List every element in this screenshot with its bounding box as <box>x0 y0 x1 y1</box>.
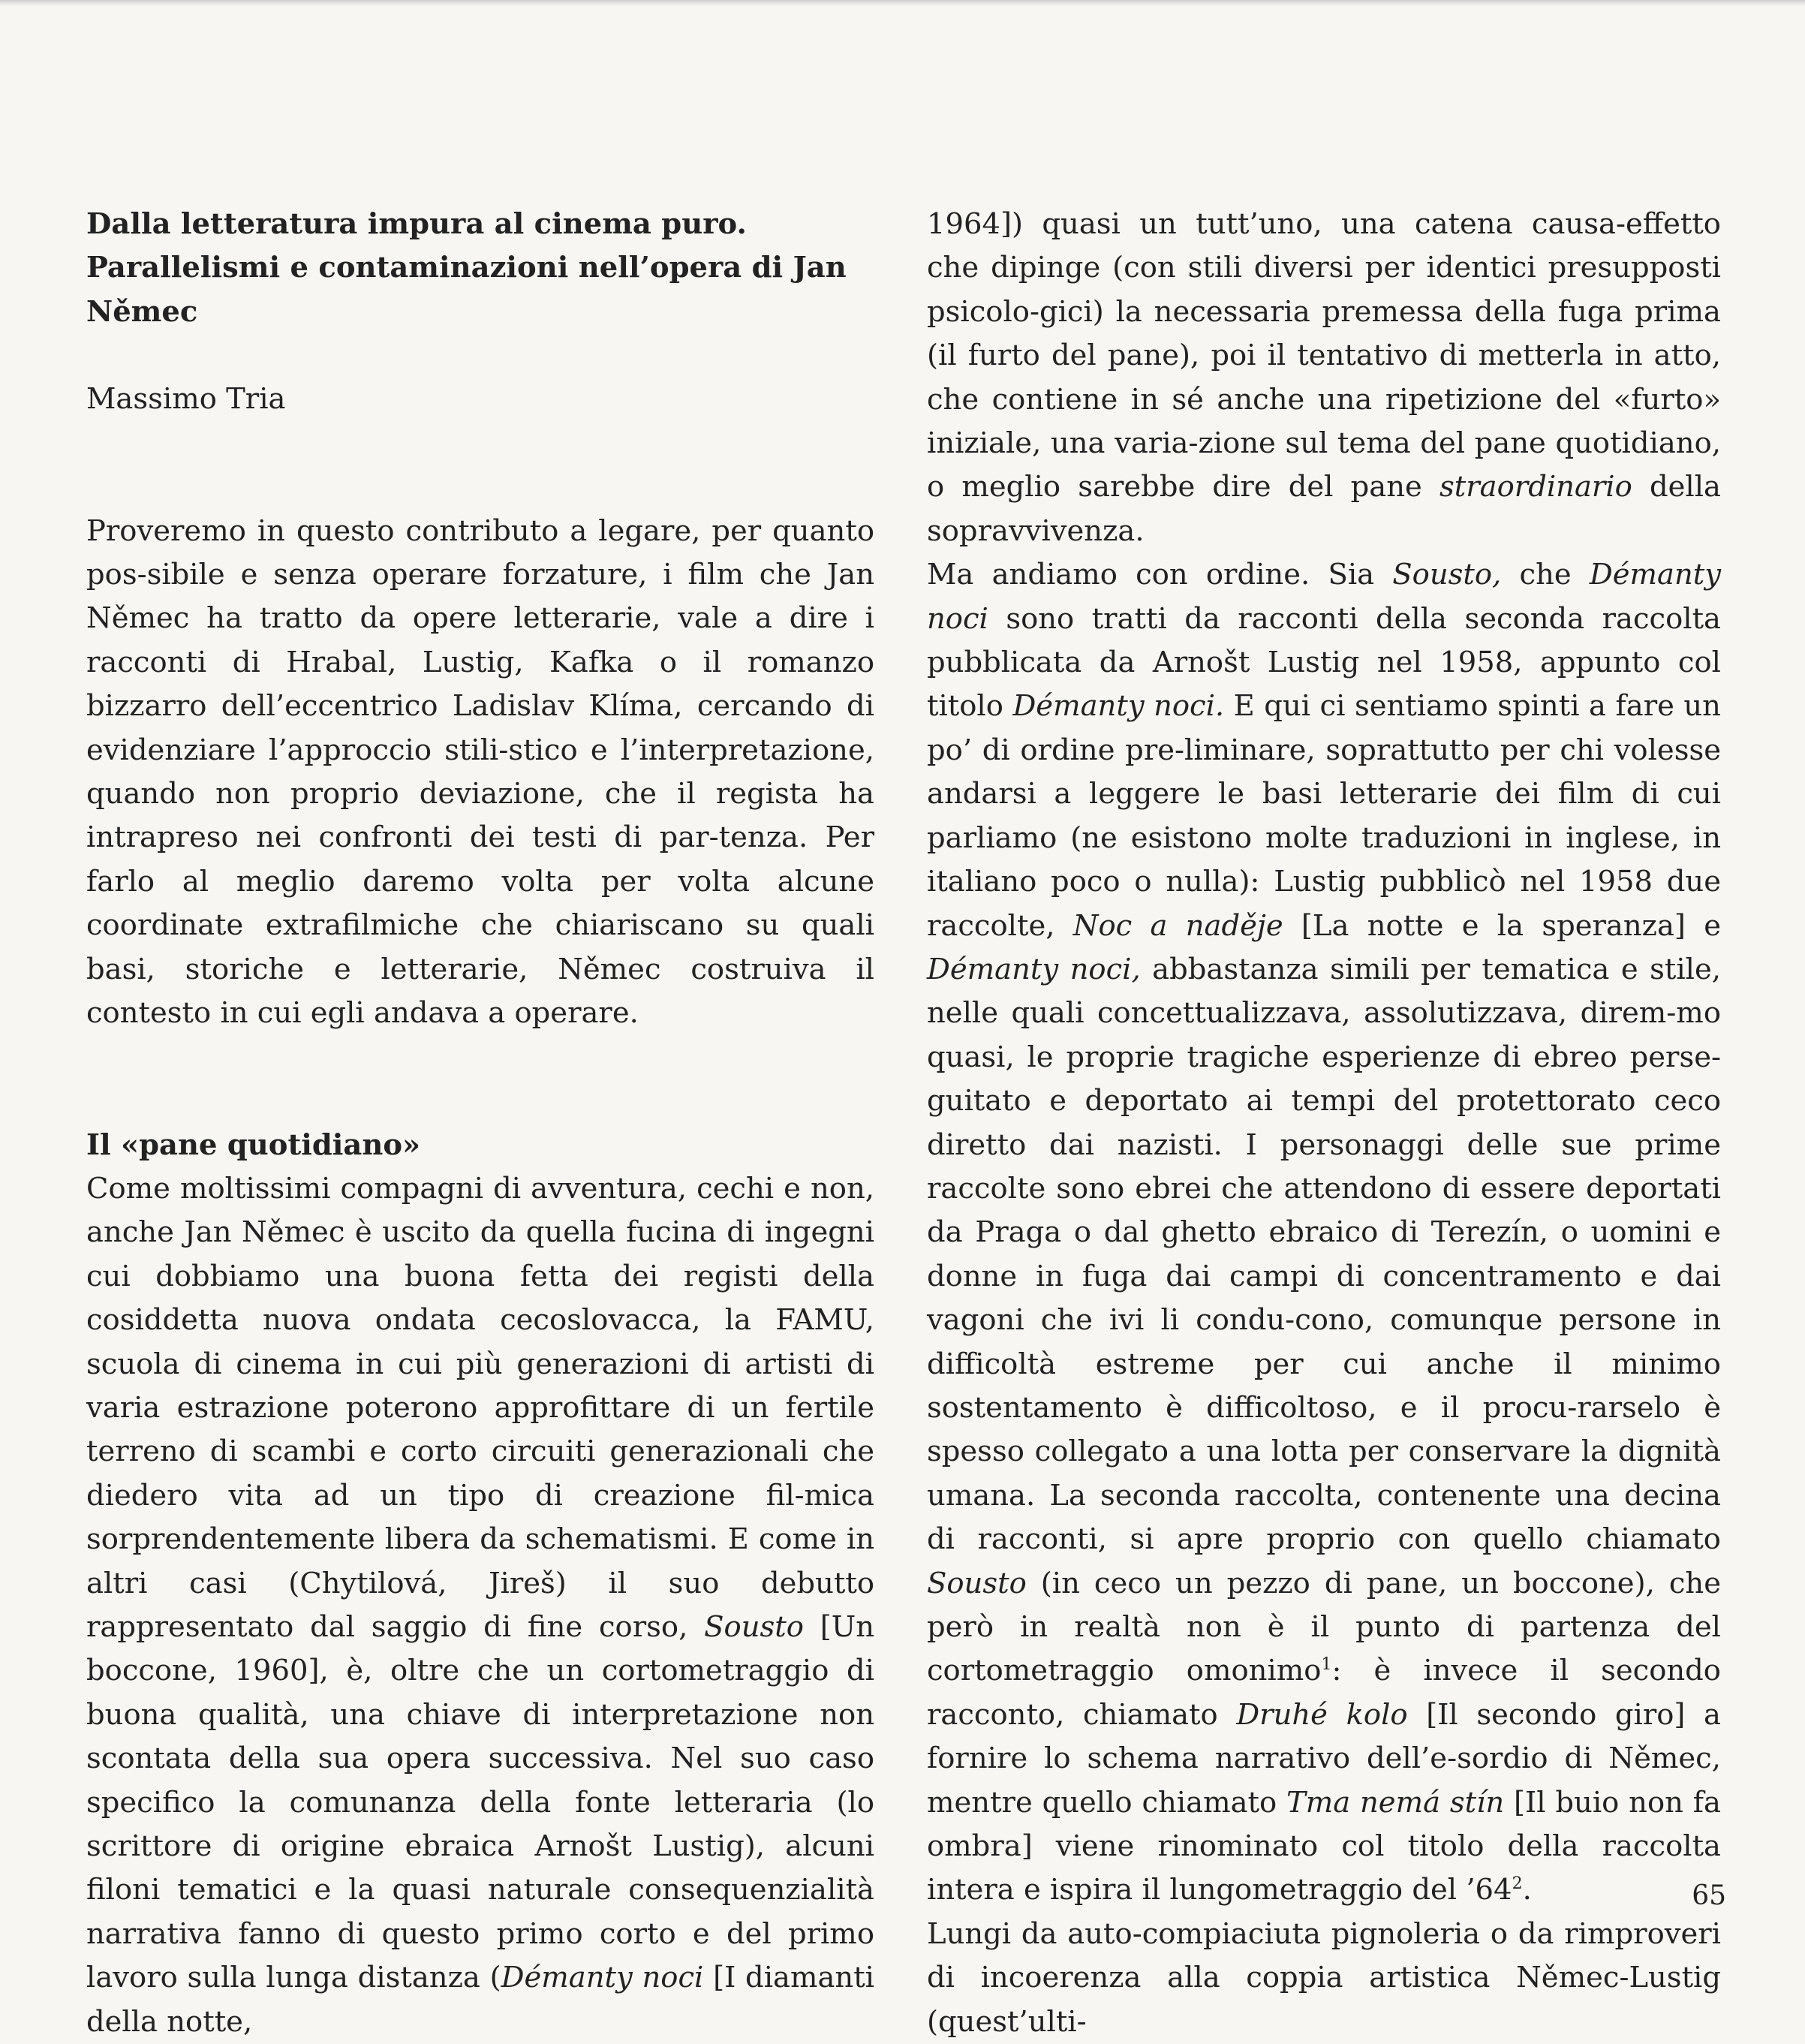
film-title-italic: Sousto <box>704 1609 804 1644</box>
text-run: [Il buio non fa ombra] viene rinominato col titolo della raccolta intera e ispira il lungometraggio del ’64 <box>927 1785 1721 1907</box>
text-run: [I diamanti della notte, <box>86 1961 874 2039</box>
intro-paragraph: Proveremo in questo contributo a legare, per quanto pos-sibile e senza operare forzature, i film che Jan Němec ha tratto da opere letterarie, vale a dire i racconti di Hrabal, Lustig, Kafka o il romanzo bizzarro dell’eccentrico Ladislav Klíma, cercando di evidenziare l’approccio stili-stico e l’interpretazione, quando non proprio deviazione, che il regista ha intrapreso nei confronti dei testi di par-tenza. Per farlo al meglio daremo volta per volta alcune coordinate extrafilmiche che chiariscano su quali basi, storiche e letterarie, Němec costruiva il contesto in cui egli andava a operare. <box>86 513 874 1031</box>
text-run: Come moltissimi compagni di avventura, cechi e non, anche Jan Němec è uscito da quella fucina di ingegni cui dobbiamo una buona fetta dei registi della cosiddetta nuova ondata cecoslovacca, la FAMU, scuola di cinema in cui più generazioni di artisti di varia estrazione poterono approfittare di un fertile terreno di scambi e corto circuiti generazionali che diedero vita ad un tipo di creazione fil-mica sorprendentemente libera da schematismi. E come in altri casi (Chytilová, Jireš) il suo debutto rappresentato dal saggio di fine corso, <box>86 1171 874 1644</box>
footnote-ref-1[interactable]: 1 <box>1321 1655 1332 1675</box>
page-top-edge <box>0 0 1805 6</box>
left-column <box>86 203 874 2044</box>
story-title-italic: Druhé kolo <box>1236 1697 1408 1732</box>
page-number: 65 <box>1692 1880 1726 1911</box>
text-run: : è invece il secondo racconto, chiamato <box>927 1654 1721 1732</box>
body-paragraph <box>927 553 1721 1913</box>
text-run: [Il secondo giro] a fornire lo schema narrativo dell’e-sordio di Němec, mentre quello chiamato <box>927 1697 1721 1820</box>
article-title-line-2: Parallelismi e contaminazioni nell’opera di Jan Němec <box>86 251 847 329</box>
text-run: Ma andiamo con ordine. Sia <box>927 558 1393 592</box>
right-column <box>927 203 1721 2044</box>
text-run: [Un boccone, 1960], è, oltre che un cortometraggio di buona qualità, una chiave di interpretazione non scontata della sua opera successiva. Nel suo caso specifico la comunanza della fonte letteraria (lo scrittore di origine ebraica Arnošt Lustig), alcuni filoni tematici e la quasi naturale consequenzialità narrativa fanno di questo primo corto e del primo lavoro sulla lunga distanza ( <box>86 1609 874 1995</box>
emphasis-italic: straordinario <box>1439 470 1632 504</box>
author-name: Massimo Tria <box>86 382 286 417</box>
film-title-italic: Sousto, <box>1392 558 1502 592</box>
book-title-italic: Démanty noci. <box>1012 689 1225 724</box>
text-run: E qui ci sentiamo spinti a fare un po’ di ordine pre-liminare, soprattutto per chi volesse andarsi a leggere le basi letterarie dei film di cui parliamo (ne esistono molte traduzioni in inglese, in italiano poco o nulla): Lustig pubblicò nel 1958 due raccolte, <box>927 689 1721 943</box>
book-title-italic: Démanty noci, <box>927 952 1141 986</box>
story-title-italic: Sousto <box>927 1566 1027 1600</box>
text-run: che <box>1501 558 1590 592</box>
text-run: (in ceco un pezzo di pane, un boccone), che però in realtà non è il punto di partenza del cortometraggio omonimo <box>927 1566 1721 1688</box>
film-title-italic: Démanty noci <box>927 558 1721 636</box>
text-run: abbastanza simili per tematica e stile, nelle quali concettualizzava, assolutizzava, direm-mo quasi, le proprie tragiche esperienze di ebreo perse-guitato e deportato ai tempi del protettorato ceco diretto dai nazisti. I personaggi delle sue prime raccolte sono ebrei che attendono di essere deportati da Praga o dal ghetto ebraico di Terezín, o uomini e donne in fuga dai campi di concentramento e dai vagoni che ivi li condu-cono, comunque persone in difficoltà estreme per cui anche il minimo sostentamento è difficoltoso, e il procu-rarselo è spesso collegato a una lotta per conservare la dignità umana. La seconda raccolta, contenente una decina di racconti, si apre proprio con quello chiamato <box>927 952 1721 1557</box>
text-run: 1964]) quasi un tutt’uno, una catena causa-effetto che dipinge (con stili diversi per identici presupposti psicolo-gici) la necessaria premessa della fuga prima (il furto del pane), poi il tentativo di metterla in atto, che contiene in sé anche una ripetizione del «furto» iniziale, una varia-zione sul tema del pane quotidiano, o meglio sarebbe dire del pane <box>927 207 1721 504</box>
film-title-italic: Démanty noci <box>501 1961 704 1995</box>
story-title-italic: Tma nemá stín <box>1286 1785 1505 1820</box>
book-title-italic: Noc a naděje <box>1072 908 1283 943</box>
body-paragraph: Lungi da auto-compiaciuta pignoleria o da rimproveri di incoerenza alla coppia artistica Němec-Lustig (quest’ulti- <box>927 1916 1721 2039</box>
text-run: [La notte e la speranza] e <box>1283 908 1721 943</box>
section-heading: Il «pane quotidiano» <box>86 1127 421 1162</box>
footnote-ref-2[interactable]: 2 <box>1512 1874 1523 1894</box>
section-paragraph <box>86 1167 874 2044</box>
article-title <box>86 203 874 334</box>
article-title-line-1: Dalla letteratura impura al cinema puro. <box>86 207 747 241</box>
continued-paragraph <box>927 203 1721 553</box>
text-run: sono tratti da racconti della seconda raccolta pubblicata da Arnošt Lustig nel 1958, appunto col titolo <box>927 601 1721 724</box>
text-run: . <box>1522 1873 1532 1907</box>
text-run: della sopravvivenza. <box>927 470 1721 548</box>
